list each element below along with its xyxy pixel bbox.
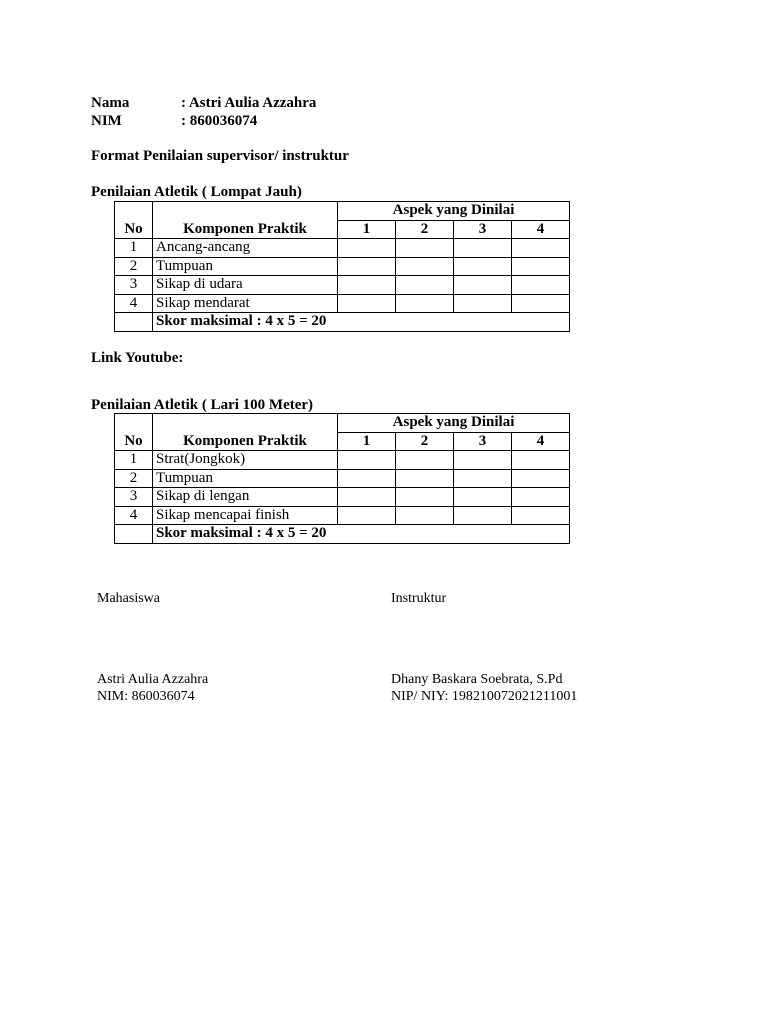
instructor-id: NIP/ NIY: 198210072021211001: [391, 689, 578, 704]
row-component: Sikap mencapai finish: [153, 506, 338, 525]
table1: [114, 201, 570, 332]
row-no: 3: [115, 276, 153, 295]
score-cell: [338, 294, 396, 313]
table-row: [115, 276, 570, 295]
score-cell: [396, 488, 454, 507]
name-value: : Astri Aulia Azzahra: [181, 95, 317, 111]
row-no: 2: [115, 257, 153, 276]
instructor-name: Dhany Baskara Soebrata, S.Pd: [391, 672, 563, 687]
score-cell: [512, 257, 570, 276]
table-row: [115, 469, 570, 488]
table1-aspect-col-3: 3: [454, 220, 512, 239]
table2-aspect-col-3: 3: [454, 432, 512, 451]
table1-aspect-col-2: 2: [396, 220, 454, 239]
table2-col-component: Komponen Praktik: [153, 432, 338, 451]
score-cell: [512, 294, 570, 313]
table2-col-no: No: [115, 432, 153, 451]
row-component: Sikap di udara: [153, 276, 338, 295]
table-row: [115, 239, 570, 258]
score-cell: [338, 239, 396, 258]
name-row: [91, 94, 316, 112]
table1-header-row-1: [115, 202, 570, 221]
link-youtube-label: Link Youtube:: [91, 350, 184, 366]
score-cell: [512, 451, 570, 470]
row-component: Strat(Jongkok): [153, 451, 338, 470]
score-cell: [512, 239, 570, 258]
table2-header-row-1: [115, 414, 570, 433]
score-cell: [512, 276, 570, 295]
row-component: Sikap mendarat: [153, 294, 338, 313]
score-cell: [454, 239, 512, 258]
score-cell: [454, 276, 512, 295]
score-cell: [396, 294, 454, 313]
table2: [114, 413, 570, 544]
score-cell: [512, 488, 570, 507]
row-component: Tumpuan: [153, 257, 338, 276]
student-name: Astri Aulia Azzahra: [97, 672, 209, 687]
row-no: 1: [115, 451, 153, 470]
nim-row: [91, 112, 257, 130]
instructor-role: Instruktur: [391, 591, 447, 606]
table2-aspect-col-1: 1: [338, 432, 396, 451]
table1-max-score: Skor maksimal : 4 x 5 = 20: [153, 313, 570, 332]
score-cell: [338, 469, 396, 488]
table1-col-component: Komponen Praktik: [153, 220, 338, 239]
row-component: Sikap di lengan: [153, 488, 338, 507]
format-title: Format Penilaian supervisor/ instruktur: [91, 148, 349, 164]
score-cell: [512, 506, 570, 525]
max-score-no-cell: [115, 525, 153, 544]
score-cell: [454, 451, 512, 470]
table2-max-score-row: [115, 525, 570, 544]
score-cell: [396, 257, 454, 276]
score-cell: [512, 469, 570, 488]
student-role: Mahasiswa: [97, 591, 160, 606]
table1-max-score-row: [115, 313, 570, 332]
table1-aspect-col-1: 1: [338, 220, 396, 239]
row-no: 2: [115, 469, 153, 488]
score-cell: [396, 451, 454, 470]
table1-no-header-top: [115, 202, 153, 221]
table2-aspect-col-4: 4: [512, 432, 570, 451]
nim-value: : 860036074: [181, 113, 258, 129]
student-id: NIM: 860036074: [97, 689, 195, 704]
table2-header-row-2: [115, 432, 570, 451]
score-cell: [454, 294, 512, 313]
table1-header-row-2: [115, 220, 570, 239]
score-cell: [338, 506, 396, 525]
table1-title: Penilaian Atletik ( Lompat Jauh): [91, 184, 302, 200]
table1-col-no: No: [115, 220, 153, 239]
score-cell: [338, 451, 396, 470]
score-cell: [338, 276, 396, 295]
score-cell: [338, 257, 396, 276]
score-cell: [396, 276, 454, 295]
max-score-no-cell: [115, 313, 153, 332]
table-row: [115, 257, 570, 276]
score-cell: [396, 469, 454, 488]
score-cell: [454, 257, 512, 276]
table2-component-header-top: [153, 414, 338, 433]
row-no: 4: [115, 294, 153, 313]
table1-aspect-header: Aspek yang Dinilai: [338, 202, 570, 221]
score-cell: [338, 488, 396, 507]
row-no: 3: [115, 488, 153, 507]
table2-aspect-col-2: 2: [396, 432, 454, 451]
score-cell: [454, 488, 512, 507]
table-row: [115, 506, 570, 525]
table-row: [115, 294, 570, 313]
table2-title: Penilaian Atletik ( Lari 100 Meter): [91, 397, 314, 413]
table1-aspect-col-4: 4: [512, 220, 570, 239]
row-no: 4: [115, 506, 153, 525]
score-cell: [396, 239, 454, 258]
nim-label: NIM: [91, 113, 122, 129]
row-no: 1: [115, 239, 153, 258]
row-component: Ancang-ancang: [153, 239, 338, 258]
row-component: Tumpuan: [153, 469, 338, 488]
name-label: Nama: [91, 95, 130, 111]
table1-component-header-top: [153, 202, 338, 221]
table-row: [115, 451, 570, 470]
table2-max-score: Skor maksimal : 4 x 5 = 20: [153, 525, 570, 544]
table2-aspect-header: Aspek yang Dinilai: [338, 414, 570, 433]
score-cell: [396, 506, 454, 525]
table-row: [115, 488, 570, 507]
score-cell: [454, 506, 512, 525]
table2-no-header-top: [115, 414, 153, 433]
score-cell: [454, 469, 512, 488]
